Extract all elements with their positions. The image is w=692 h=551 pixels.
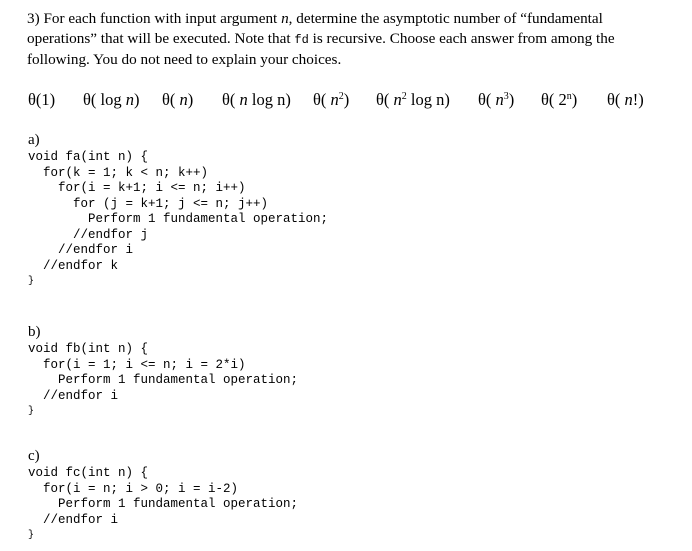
code-line: //endfor i [28, 512, 119, 527]
code-line: } [28, 530, 35, 541]
choice-theta-log-n: θ( log n) [83, 90, 140, 109]
question-text [27, 9, 667, 70]
part-c-code [28, 466, 298, 544]
part-b-code [28, 342, 298, 420]
part-a-code [28, 150, 328, 290]
choice-theta-n-cubed: θ( $n^3$) [478, 90, 515, 109]
code-line: //endfor i [28, 243, 134, 257]
choice-theta-1: θ(1) [28, 90, 56, 109]
code-line: } [28, 406, 35, 417]
code-line: for(i = k+1; i <= n; i++) [28, 181, 246, 195]
question-part2: , determine the asymptotic number of “fundamental operations” that will be executed. Note that [27, 10, 603, 47]
part-b-label: b) [28, 324, 41, 340]
code-line: //endfor i [28, 388, 119, 403]
choice-theta-n-log-n: θ( n log n) [222, 90, 291, 109]
code-line: void fb(int n) { [28, 342, 149, 356]
part-a-label: a) [28, 132, 40, 148]
code-line: for(k = 1; k < n; k++) [28, 165, 209, 180]
code-line: //endfor k [28, 258, 119, 273]
question-part1: 3) For each function with input argument [27, 10, 282, 27]
code-line: } [28, 276, 35, 287]
code-line: for(i = n; i > 0; i = i-2) [28, 481, 239, 496]
code-line: Perform 1 fundamental operation; [28, 497, 299, 511]
question-part3: is recursive. Choose each answer from among the following. You do not need to explain your choices. [27, 30, 615, 68]
code-line: Perform 1 fundamental operation; [28, 373, 299, 387]
code-line: //endfor j [28, 227, 149, 242]
question-code-word: fd [294, 33, 309, 47]
choice-theta-n: θ( n) [162, 90, 194, 109]
code-line: for (j = k+1; j <= n; j++) [28, 196, 269, 211]
code-line: Perform 1 fundamental operation; [28, 212, 329, 226]
code-line: void fa(int n) { [28, 150, 149, 164]
answer-choices [0, 90, 692, 114]
code-line: for(i = 1; i <= n; i = 2*i) [28, 357, 246, 372]
question-n-variable: n [281, 10, 289, 27]
choice-theta-n-factorial: θ( n!) [607, 90, 644, 109]
choice-theta-n-squared-log-n: θ( $n^2$ log n) [376, 90, 450, 109]
choice-theta-2-to-n: θ( 2$^n$) [541, 90, 578, 109]
choice-theta-n-squared: θ( $n^2$) [313, 90, 350, 109]
code-line: void fc(int n) { [28, 466, 149, 480]
part-c-label: c) [28, 448, 40, 464]
